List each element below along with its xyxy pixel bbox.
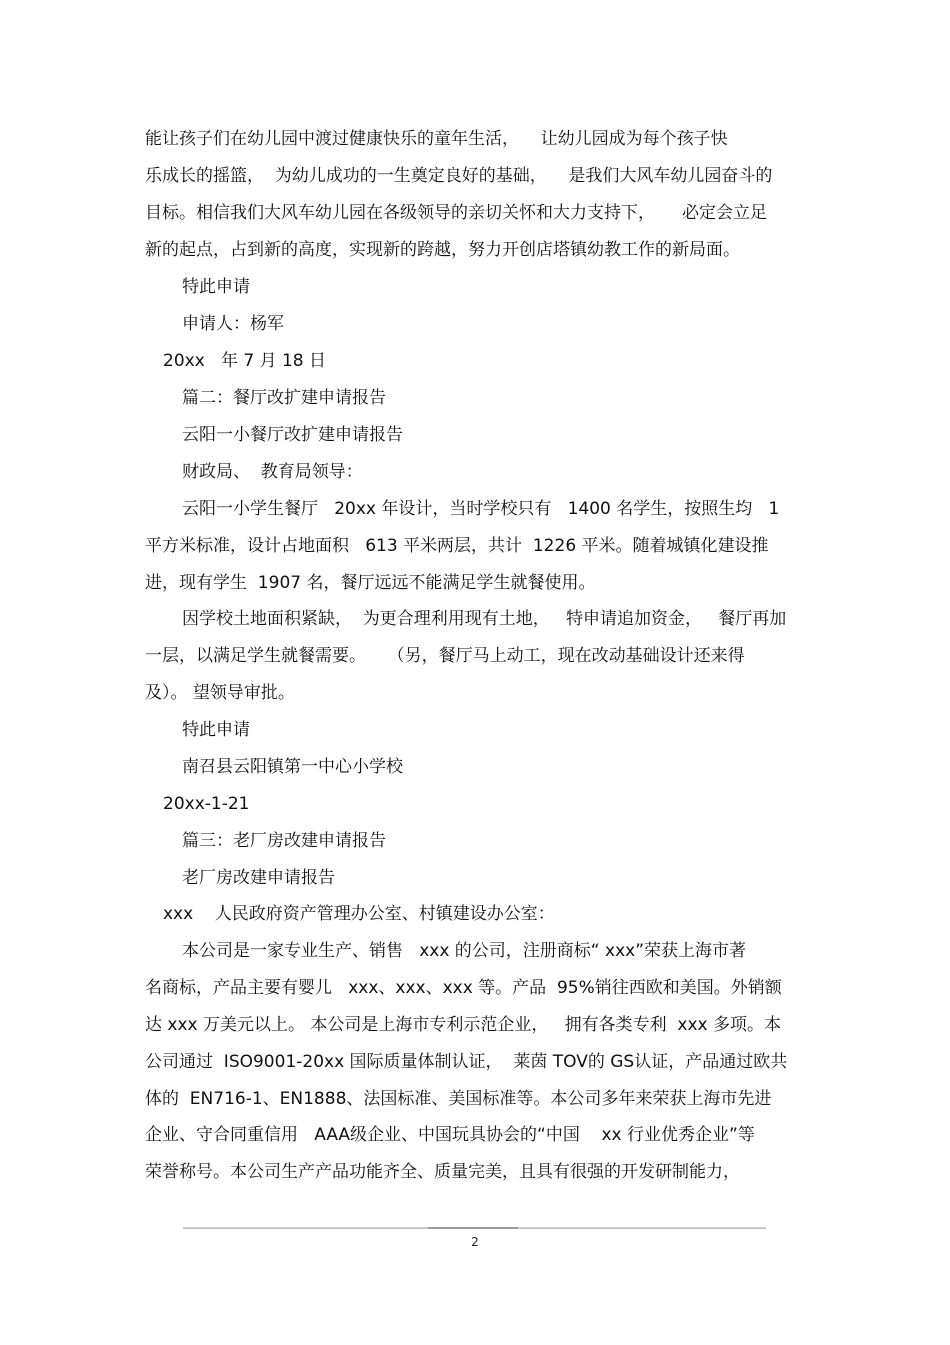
- paragraph-line: 一层，以满足学生就餐需要。 （另，餐厅马上动工，现在改动基础设计还来得: [145, 646, 745, 666]
- salutation: 财政局、 教育局领导：: [182, 462, 363, 482]
- section-heading: 篇二：餐厅改扩建申请报告: [182, 388, 386, 408]
- report-title: 云阳一小餐厅改扩建申请报告: [182, 425, 403, 445]
- date-line: 20xx-1-21: [163, 794, 250, 814]
- salutation: xxx 人民政府资产管理办公室、村镇建设办公室：: [163, 904, 555, 924]
- paragraph-line: 因学校土地面积紧缺， 为更合理利用现有土地， 特申请追加资金， 餐厅再加: [182, 609, 787, 629]
- closing-phrase: 特此申请: [182, 277, 250, 297]
- paragraph-line: 体的 EN716-1、EN1888、法国标准、美国标准等。本公司多年来荣获上海市先进: [145, 1089, 772, 1109]
- paragraph-line: 目标。相信我们大风车幼儿园在各级领导的亲切关怀和大力支持下， 必定会立足: [145, 203, 768, 223]
- paragraph-line: 平方米标准，设计占地面积 613 平米两层，共计 1226 平米。随着城镇化建设推: [145, 536, 769, 556]
- date-line: 20xx 年 7 月 18 日: [163, 351, 327, 371]
- paragraph-line: 云阳一小学生餐厅 20xx 年设计，当时学校只有 1400 名学生，按照生均 1: [182, 499, 780, 519]
- paragraph-line: 进，现有学生 1907 名，餐厅远远不能满足学生就餐使用。: [145, 573, 596, 593]
- footer-divider: [183, 1227, 766, 1229]
- paragraph-line: 达 xxx 万美元以上。 本公司是上海市专利示范企业， 拥有各类专利 xxx 多项。本: [145, 1015, 781, 1035]
- paragraph-line: 公司通过 ISO9001-20xx 国际质量体制认证， 莱茵 TOV的 GS认证，产品通过欧共: [145, 1052, 788, 1072]
- paragraph-line: 本公司是一家专业生产、销售 xxx 的公司，注册商标“ xxx”荣获上海市著: [182, 941, 746, 961]
- page-number: 2: [471, 1235, 479, 1249]
- section-heading: 篇三：老厂房改建申请报告: [182, 831, 386, 851]
- paragraph-line: 荣誉称号。本公司生产产品功能齐全、质量完美，且具有很强的开发研制能力，: [145, 1162, 740, 1182]
- paragraph-line: 能让孩子们在幼儿园中渡过健康快乐的童年生活， 让幼儿园成为每个孩子快: [145, 129, 728, 149]
- paragraph-line: 乐成长的摇篮， 为幼儿成功的一生奠定良好的基础， 是我们大风车幼儿园奋斗的: [145, 166, 773, 186]
- paragraph-line: 名商标，产品主要有婴儿 xxx、xxx、xxx 等。产品 95%销往西欧和美国。外销额: [145, 978, 782, 998]
- paragraph-line: 新的起点，占到新的高度，实现新的跨越，努力开创店塔镇幼教工作的新局面。: [145, 240, 740, 260]
- report-title: 老厂房改建申请报告: [182, 868, 335, 888]
- applicant-line: 申请人：杨军: [182, 314, 284, 334]
- paragraph-line: 及）。 望领导审批。: [145, 683, 295, 703]
- closing-phrase: 特此申请: [182, 720, 250, 740]
- school-signature: 南召县云阳镇第一中心小学校: [182, 757, 403, 777]
- paragraph-line: 企业、守合同重信用 AAA级企业、中国玩具协会的“中国 xx 行业优秀企业”等: [145, 1125, 755, 1145]
